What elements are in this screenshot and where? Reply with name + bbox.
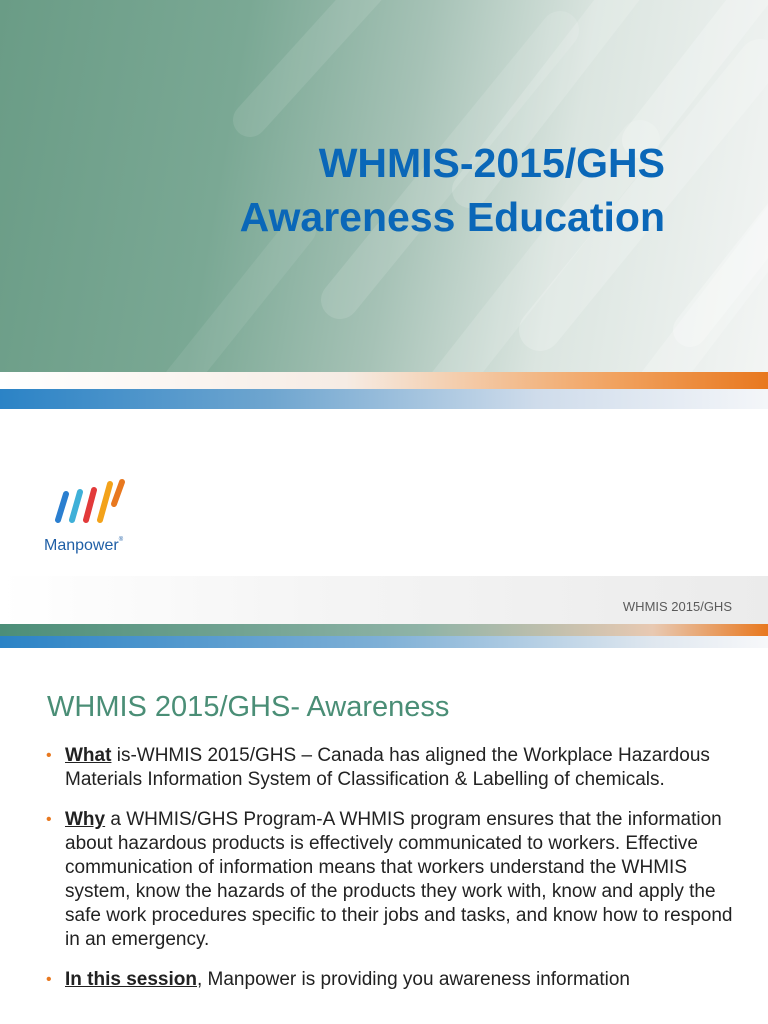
logo-wordmark [44, 537, 123, 555]
manpower-logo-icon [52, 478, 132, 526]
slide-title-line-1: WHMIS-2015/GHS [318, 140, 665, 186]
content-slide [0, 660, 768, 1024]
bullet-list [46, 744, 746, 1008]
bullet-item [46, 968, 746, 992]
bullet-dot-icon: • [46, 811, 52, 828]
bullet-dot-icon: • [46, 971, 52, 988]
bullet-text: is-WHMIS 2015/GHS – Canada has aligned the Workplace Hazardous Materials Information System of Classification & Labelling of chemicals. [65, 745, 710, 790]
slide-title-line-2: Awareness Education [239, 194, 665, 240]
bullet-keyword: What [65, 745, 112, 766]
bullet-text: , Manpower is providing you awareness information [196, 969, 630, 990]
bullet-item [46, 808, 746, 952]
bullet-item [46, 744, 746, 792]
blue-stripe [0, 389, 768, 409]
bullet-dot-icon: • [46, 747, 52, 764]
registered-mark: ® [118, 537, 124, 543]
bullet-keyword: In this session [65, 969, 197, 990]
bullet-keyword: Why [65, 809, 106, 830]
content-slide-title: WHMIS 2015/GHS- Awareness [47, 691, 450, 723]
orange-stripe [0, 372, 768, 389]
logo-text: Manpower [44, 537, 119, 554]
bullet-text: a WHMIS/GHS Program-A WHMIS program ensures that the information about hazardous products is effectively communicated to workers. Effective communication of information means that workers understand the WHMIS system, know the hazards of the products they work with, know and apply the safe work procedures specific to their jobs and tasks, and know how to respond in an emergency. [65, 809, 733, 950]
blue-stripe-bottom [0, 636, 768, 648]
footer-label: WHMIS 2015/GHS [622, 599, 732, 614]
green-stripe [0, 624, 768, 636]
manpower-logo [44, 478, 144, 558]
